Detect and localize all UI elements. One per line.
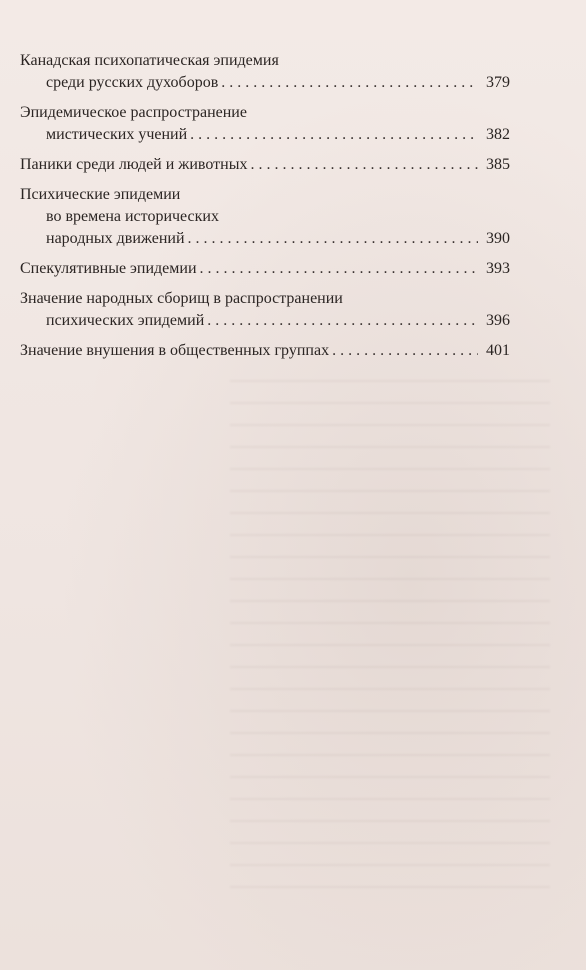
toc-entry (20, 288, 510, 332)
dot-leader (332, 340, 478, 362)
toc-entry-title-line: среди русских духоборов (46, 74, 219, 91)
toc-entry-title-line: Психические эпидемии (20, 186, 181, 203)
toc-entry-title-line: Значение внушения в общественных группах (20, 342, 330, 359)
dot-leader (250, 154, 478, 176)
toc-entry (20, 258, 510, 280)
dot-leader (207, 310, 478, 332)
toc-entry-title-line: Эпидемическое распространение (20, 104, 247, 121)
toc-page-number: 379 (486, 74, 510, 91)
toc-entry-title-line: Канадская психопатическая эпидемия (20, 52, 279, 69)
show-through-texture (230, 380, 550, 900)
dot-leader (190, 124, 478, 146)
toc-page-number: 382 (486, 126, 510, 143)
toc-entry-title-line: мистических учений (46, 126, 188, 143)
toc-entry (20, 102, 510, 146)
toc-entry-title-line: Значение народных сборищ в распространении (20, 290, 343, 307)
toc-entry-title-line: Спекулятивные эпидемии (20, 260, 197, 277)
dot-leader (221, 72, 478, 94)
toc-entry (20, 184, 510, 250)
toc-entry-title-line: во времена исторических (46, 208, 219, 225)
toc-entry (20, 340, 510, 362)
dot-leader (200, 258, 478, 280)
toc-page-number: 385 (486, 156, 510, 173)
table-of-contents (20, 50, 510, 362)
toc-entry-title-line: народных движений (46, 230, 185, 247)
toc-page-number: 401 (486, 342, 510, 359)
toc-page-number: 393 (486, 260, 510, 277)
dot-leader (188, 228, 478, 250)
toc-page-number: 390 (486, 230, 510, 247)
toc-entry-title-line: Паники среди людей и животных (20, 156, 248, 173)
toc-entry (20, 50, 510, 94)
toc-entry (20, 154, 510, 176)
toc-page-number: 396 (486, 312, 510, 329)
toc-entry-title-line: психических эпидемий (46, 312, 205, 329)
